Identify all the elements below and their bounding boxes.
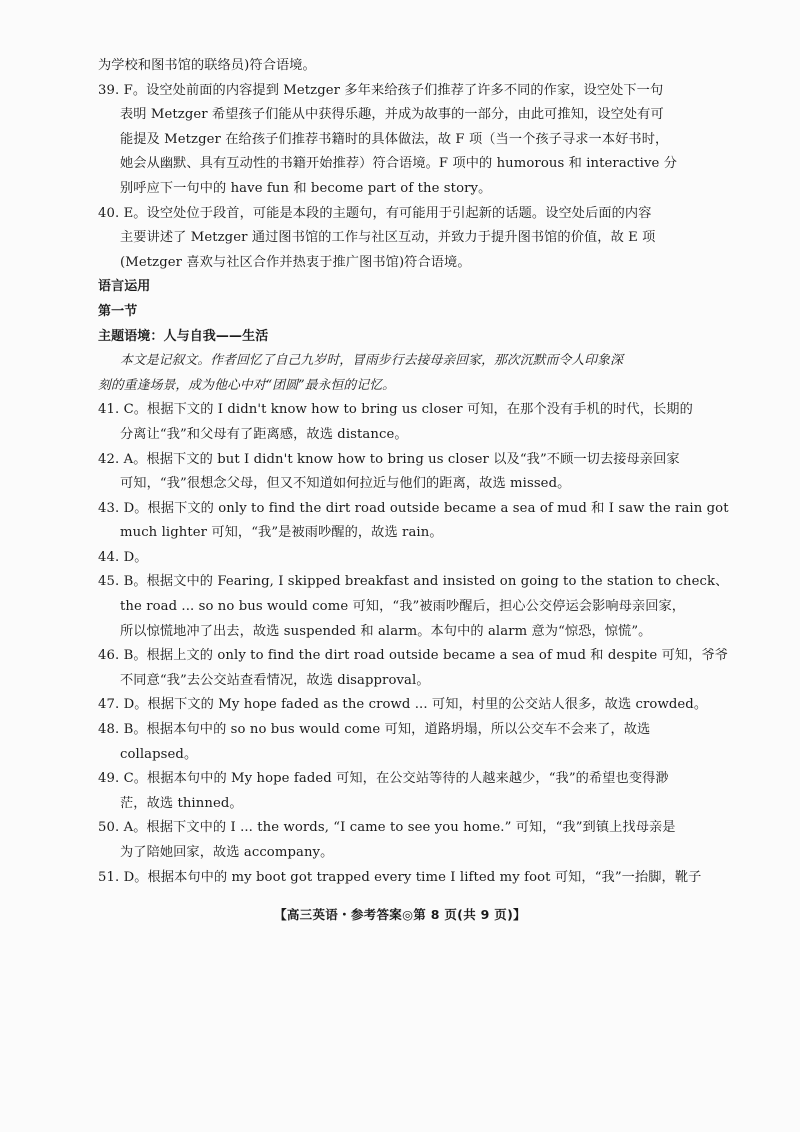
sub-heading: 第一节 <box>98 303 138 319</box>
item-line: 别呼应下一句中的 have fun 和 become part of the story。 <box>120 180 492 196</box>
item-line: 43. D。根据下文的 only to find the dirt road outside became a sea of mud 和 I saw the rain got <box>98 500 729 516</box>
answer-item-40 <box>98 202 698 276</box>
answer-item-50 <box>98 816 698 865</box>
page-footer: 【高三英语・参考答案◎第 8 页(共 9 页)】 <box>274 907 526 922</box>
item-line: the road ... so no bus would come 可知，“我”被雨吵醒后，担心公交停运会影响母亲回家， <box>120 599 686 615</box>
intro-line: 为学校和图书馆的联络员)符合语境。 <box>98 58 316 73</box>
item-line: 她会从幽默、具有互动性的书籍开始推荐）符合语境。F 项中的 humorous 和 interactive 分 <box>120 156 678 172</box>
answer-item-45 <box>98 570 729 644</box>
section-heading: 语言运用 <box>98 279 151 295</box>
item-line: 47. D。根据下文的 My hope faded as the crowd ... 可知，村里的公交站人很多，故选 crowded。 <box>98 697 708 713</box>
answer-item-46 <box>98 644 729 693</box>
item-line: 能提及 Metzger 在给孩子们推荐书籍时的具体做法，故 F 项（当一个孩子寻求一本好书时， <box>120 131 669 147</box>
item-line: 为了陪她回家，故选 accompany。 <box>120 845 334 860</box>
item-line: 所以惊慌地冲了出去，故选 suspended 和 alarm。本句中的 alarm 意为“惊恐，惊慌”。 <box>120 623 652 639</box>
item-line: 分离让“我”和父母有了距离感，故选 distance。 <box>120 426 408 442</box>
answer-item-44 <box>98 546 698 571</box>
answer-item-47 <box>98 693 708 718</box>
theme-heading: 主题语境：人与自我——生活 <box>98 328 269 344</box>
item-line: 49. C。根据本句中的 My hope faded 可知，在公交站等待的人越来越少，“我”的希望也变得渺 <box>98 771 669 787</box>
item-line: 45. B。根据文中的 Fearing, I skipped breakfast and insisted on going to the station to check、 <box>98 574 729 590</box>
item-line: (Metzger 喜欢与社区合作并热衷于推广图书馆)符合语境。 <box>120 254 471 270</box>
item-line: much lighter 可知，“我”是被雨吵醒的，故选 rain。 <box>120 525 443 541</box>
item-line: 41. C。根据下文的 I didn't know how to bring us closer 可知，在那个没有手机的时代，长期的 <box>98 402 693 418</box>
item-line: 39. F。设空处前面的内容提到 Metzger 多年来给孩子们推荐了许多不同的作家，设空处下一句 <box>98 82 664 98</box>
summary-line: 本文是记叙文。作者回忆了自己九岁时，冒雨步行去接母亲回家，那次沉默而令人印象深 <box>120 353 623 369</box>
answer-item-51 <box>98 866 702 891</box>
answer-item-49 <box>98 767 698 816</box>
item-line: 表明 Metzger 希望孩子们能从中获得乐趣，并成为故事的一部分，由此可推知，设空处有可 <box>120 107 664 123</box>
item-line: 主要讲述了 Metzger 通过图书馆的工作与社区互动，并致力于提升图书馆的价值，故 E 项 <box>120 230 656 246</box>
answer-item-39 <box>98 79 698 202</box>
item-line: 不同意“我”去公交站查看情况，故选 disapproval。 <box>120 672 430 688</box>
item-line: 50. A。根据下文中的 I ... the words, “I came to see you home.” 可知，“我”到镇上找母亲是 <box>98 820 676 836</box>
item-line: 40. E。设空处位于段首，可能是本段的主题句，有可能用于引起新的话题。设空处后面的内容 <box>98 205 652 221</box>
item-line: 46. B。根据上文的 only to find the dirt road outside became a sea of mud 和 despite 可知，爷爷 <box>98 648 729 664</box>
item-line: 44. D。 <box>98 549 148 565</box>
item-line: 48. B。根据本句中的 so no bus would come 可知，道路坍塌，所以公交车不会来了，故选 <box>98 722 651 738</box>
item-line: 42. A。根据下文的 but I didn't know how to bring us closer 以及“我”不顾一切去接母亲回家 <box>98 451 680 467</box>
answer-item-41 <box>98 398 698 447</box>
item-line: 可知，“我”很想念父母，但又不知道如何拉近与他们的距离，故选 missed。 <box>120 476 571 492</box>
item-line: collapsed。 <box>120 746 198 762</box>
item-line: 51. D。根据本句中的 my boot got trapped every time I lifted my foot 可知，“我”一抬脚，靴子 <box>98 869 702 885</box>
answer-item-43 <box>98 497 729 546</box>
item-line: 茫，故选 thinned。 <box>120 795 243 811</box>
passage-summary <box>98 349 698 398</box>
summary-line: 刻的重逢场景，成为他心中对“团圆”最永恒的记忆。 <box>98 377 396 393</box>
answer-item-42 <box>98 448 698 497</box>
answer-item-48 <box>98 718 698 767</box>
page-content <box>98 54 729 890</box>
